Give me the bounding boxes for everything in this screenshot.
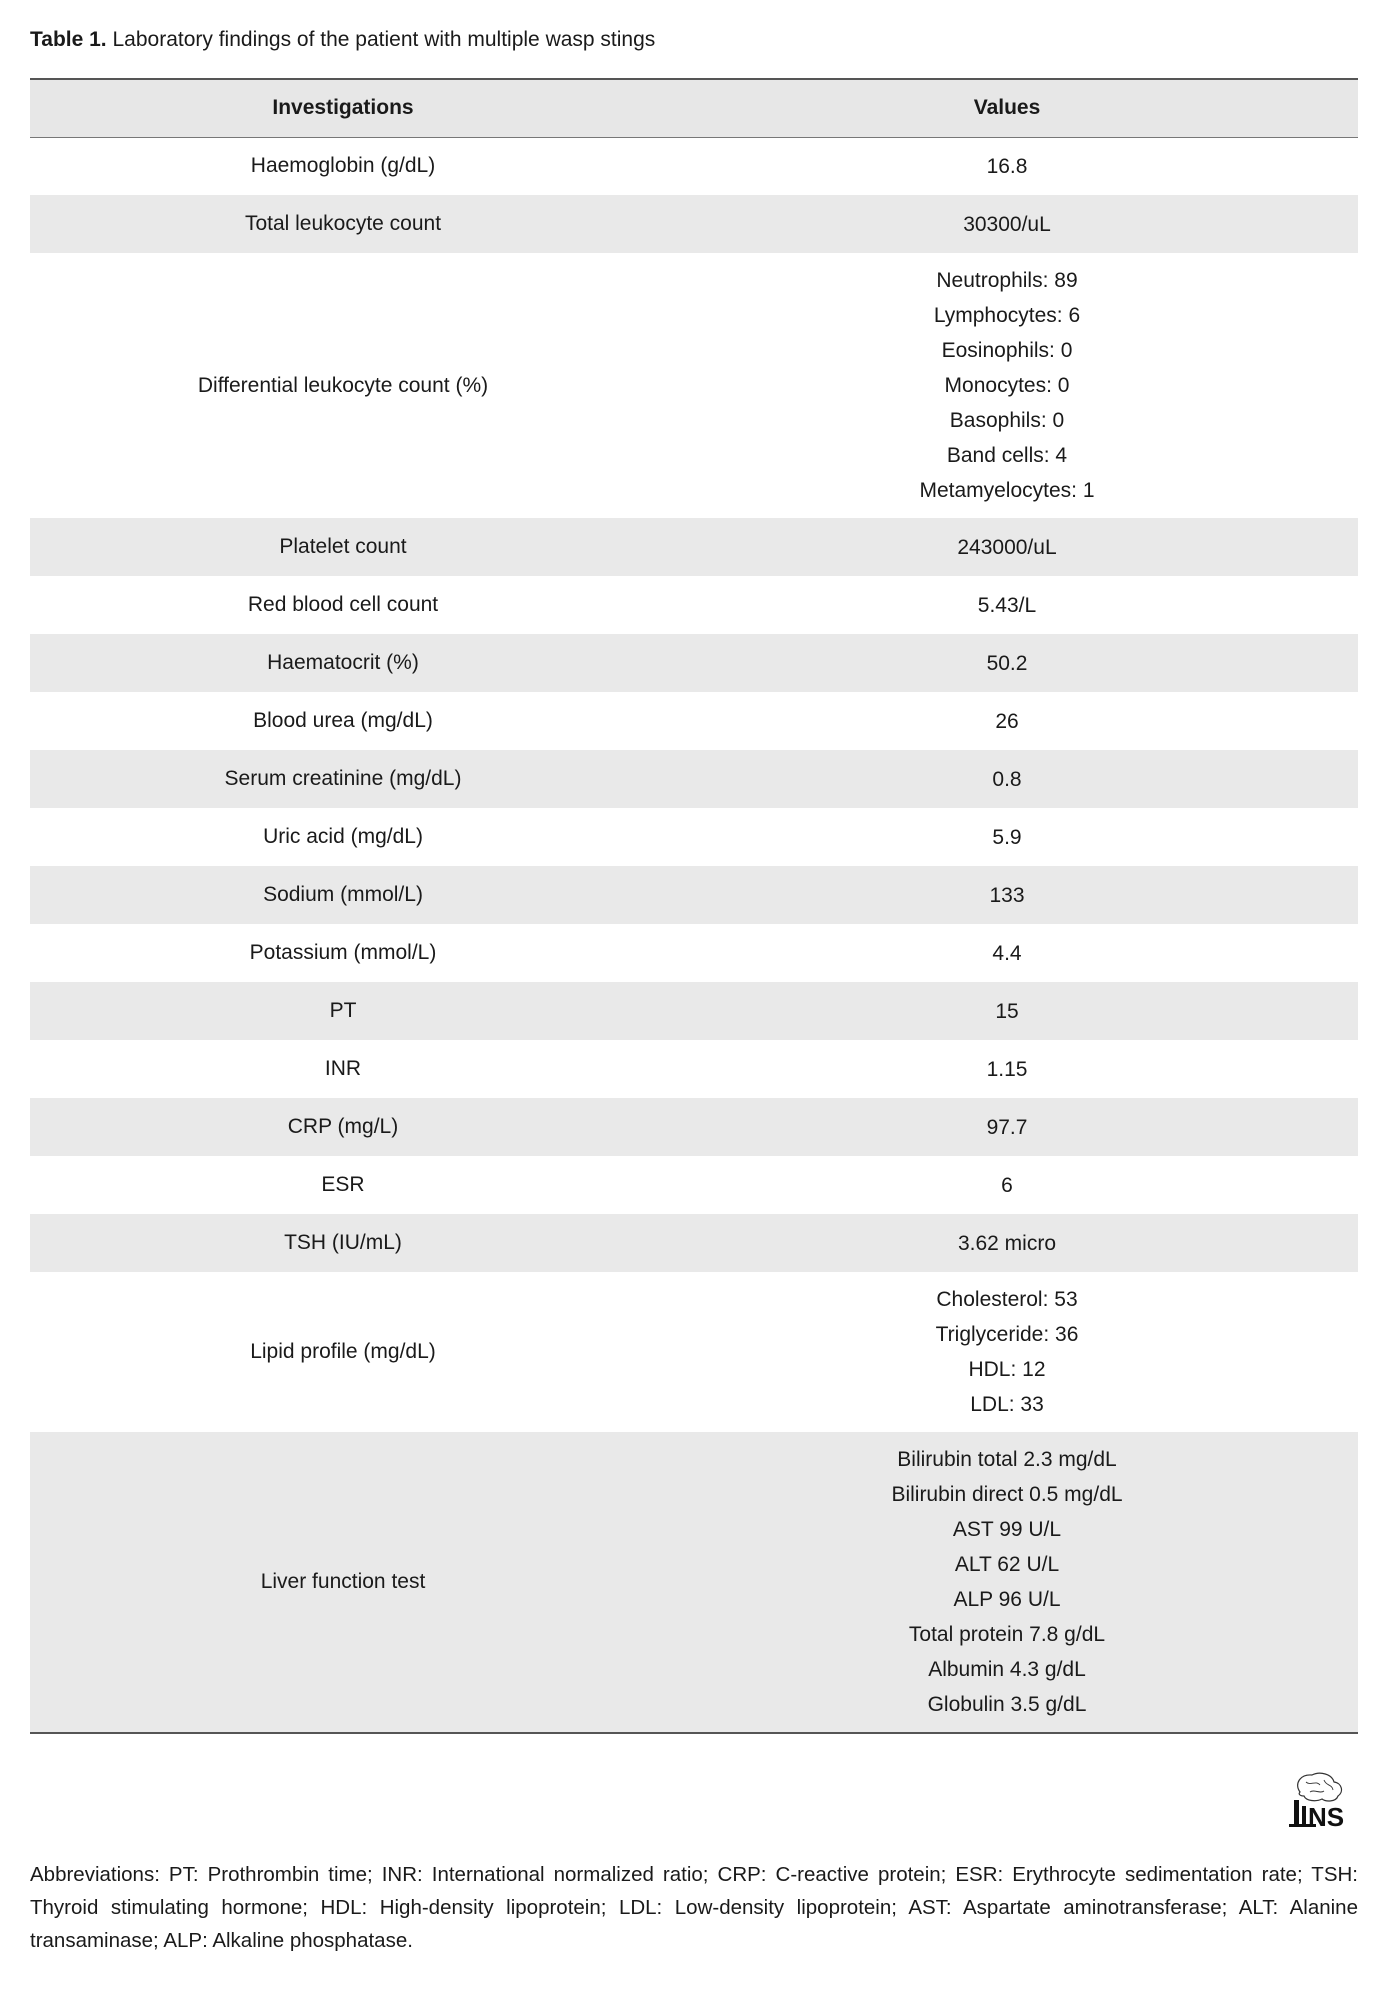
value-line: 5.9: [992, 825, 1022, 849]
table-row: [30, 1214, 1358, 1272]
investigation-cell: Haemoglobin (g/dL): [250, 154, 436, 178]
table-row: [30, 866, 1358, 924]
value-cell: [656, 808, 1358, 866]
value-line: ALP 96 U/L: [953, 1588, 1061, 1611]
value-line: AST 99 U/L: [952, 1518, 1062, 1541]
value-line: Bilirubin direct 0.5 mg/dL: [891, 1483, 1123, 1506]
value-line: Bilirubin total 2.3 mg/dL: [897, 1448, 1117, 1471]
value-line: 16.8: [986, 154, 1028, 178]
value-cell: [656, 866, 1358, 924]
header-values: Values: [656, 79, 1358, 137]
investigation-cell: Haematocrit (%): [267, 651, 419, 674]
value-cell: [656, 518, 1358, 576]
value-line: 1.15: [986, 1057, 1028, 1081]
table-row: [30, 1156, 1358, 1214]
value-line: Basophils: 0: [949, 409, 1065, 432]
journal-logo: [1286, 1772, 1360, 1830]
value-line: 243000/uL: [957, 535, 1057, 559]
investigation-cell: TSH (IU/mL): [284, 1231, 402, 1254]
table-row: [30, 253, 1358, 518]
investigation-cell: Total leukocyte count: [244, 212, 442, 235]
investigation-cell: Serum creatinine (mg/dL): [224, 767, 462, 790]
value-cell: [656, 750, 1358, 808]
investigation-cell: Platelet count: [279, 535, 407, 558]
investigation-cell: Lipid profile (mg/dL): [250, 1340, 436, 1363]
value-cell: [656, 924, 1358, 982]
value-line: 5.43/L: [977, 593, 1037, 617]
table-row: [30, 924, 1358, 982]
value-cell: [656, 982, 1358, 1040]
table-row: [30, 137, 1358, 195]
investigation-cell: Uric acid (mg/dL): [263, 825, 423, 848]
table-caption: [30, 26, 655, 54]
value-cell: [656, 1432, 1358, 1733]
value-cell: [656, 137, 1358, 195]
investigation-cell: Sodium (mmol/L): [263, 883, 423, 906]
value-cell: [656, 1214, 1358, 1272]
header-investigations: Investigations: [30, 79, 656, 137]
table-row: [30, 982, 1358, 1040]
investigation-cell: Differential leukocyte count (%): [197, 373, 489, 397]
value-line: Triglyceride: 36: [935, 1323, 1079, 1346]
value-line: 3.62 micro: [957, 1231, 1057, 1255]
value-cell: [656, 1040, 1358, 1098]
value-cell: [656, 253, 1358, 518]
table-row: [30, 750, 1358, 808]
table-row: [30, 808, 1358, 866]
value-cell: [656, 576, 1358, 634]
value-line: HDL: 12: [968, 1358, 1046, 1381]
value-line: 26: [995, 709, 1019, 733]
value-cell: [656, 195, 1358, 253]
value-line: 15: [995, 999, 1019, 1023]
caption-label: Table 1.: [30, 28, 107, 51]
value-line: Eosinophils: 0: [941, 339, 1073, 362]
investigation-cell: CRP (mg/L): [287, 1115, 399, 1138]
investigation-cell: ESR: [321, 1173, 365, 1196]
investigation-cell: Blood urea (mg/dL): [253, 709, 433, 732]
value-line: Cholesterol: 53: [936, 1288, 1078, 1311]
value-line: 4.4: [992, 941, 1022, 965]
table-row: [30, 1098, 1358, 1156]
lab-findings-table: [30, 78, 1358, 1734]
value-line: 133: [989, 883, 1025, 907]
investigation-cell: Red blood cell count: [247, 593, 439, 616]
table-row: [30, 1272, 1358, 1432]
table-row: [30, 195, 1358, 253]
value-line: Total protein 7.8 g/dL: [908, 1623, 1106, 1646]
table-body: [30, 137, 1358, 1733]
table-row: [30, 634, 1358, 692]
value-line: Metamyelocytes: 1: [919, 479, 1095, 502]
value-line: 97.7: [986, 1115, 1028, 1139]
value-line: 50.2: [986, 651, 1028, 675]
value-line: 0.8: [992, 767, 1022, 791]
value-line: Albumin 4.3 g/dL: [928, 1658, 1086, 1681]
investigation-cell: Liver function test: [30, 1432, 656, 1733]
value-line: 6: [1001, 1173, 1013, 1197]
table-row: [30, 1432, 1358, 1733]
caption-text: Laboratory findings of the patient with multiple wasp stings: [112, 28, 656, 51]
svg-text:NS: NS: [1308, 1802, 1345, 1830]
value-cell: [656, 692, 1358, 750]
value-cell: [656, 1156, 1358, 1214]
abbreviations-footnote: Abbreviations: PT: Prothrombin time; INR: International normalized ratio; CRP: C-reactive protein; ESR: Erythrocyte sedimentation rate; TSH: Thyroid stimulating hormone; HDL: High-density lipoprotein; LDL: Low-density lipoprotein; AST: Aspartate aminotransferase; ALT: Alanine transaminase; ALP: Alkaline phosphatase.: [30, 1863, 1358, 1952]
investigation-cell: Potassium (mmol/L): [249, 941, 437, 964]
value-line: 30300/uL: [963, 212, 1051, 236]
value-line: Band cells: 4: [946, 444, 1068, 467]
table-header-row: [30, 79, 1358, 137]
value-line: Neutrophils: 89: [936, 269, 1078, 292]
value-cell: [656, 634, 1358, 692]
value-line: ALT 62 U/L: [954, 1553, 1060, 1576]
value-line: LDL: 33: [970, 1393, 1044, 1416]
value-cell: [656, 1272, 1358, 1432]
value-cell: [656, 1098, 1358, 1156]
investigation-cell: INR: [324, 1057, 362, 1080]
investigation-cell: PT: [329, 999, 357, 1022]
value-line: Monocytes: 0: [944, 374, 1070, 397]
table-row: [30, 692, 1358, 750]
table-row: [30, 576, 1358, 634]
table-row: [30, 1040, 1358, 1098]
table-row: [30, 518, 1358, 576]
value-line: Globulin 3.5 g/dL: [927, 1693, 1087, 1716]
value-line: Lymphocytes: 6: [933, 304, 1081, 327]
